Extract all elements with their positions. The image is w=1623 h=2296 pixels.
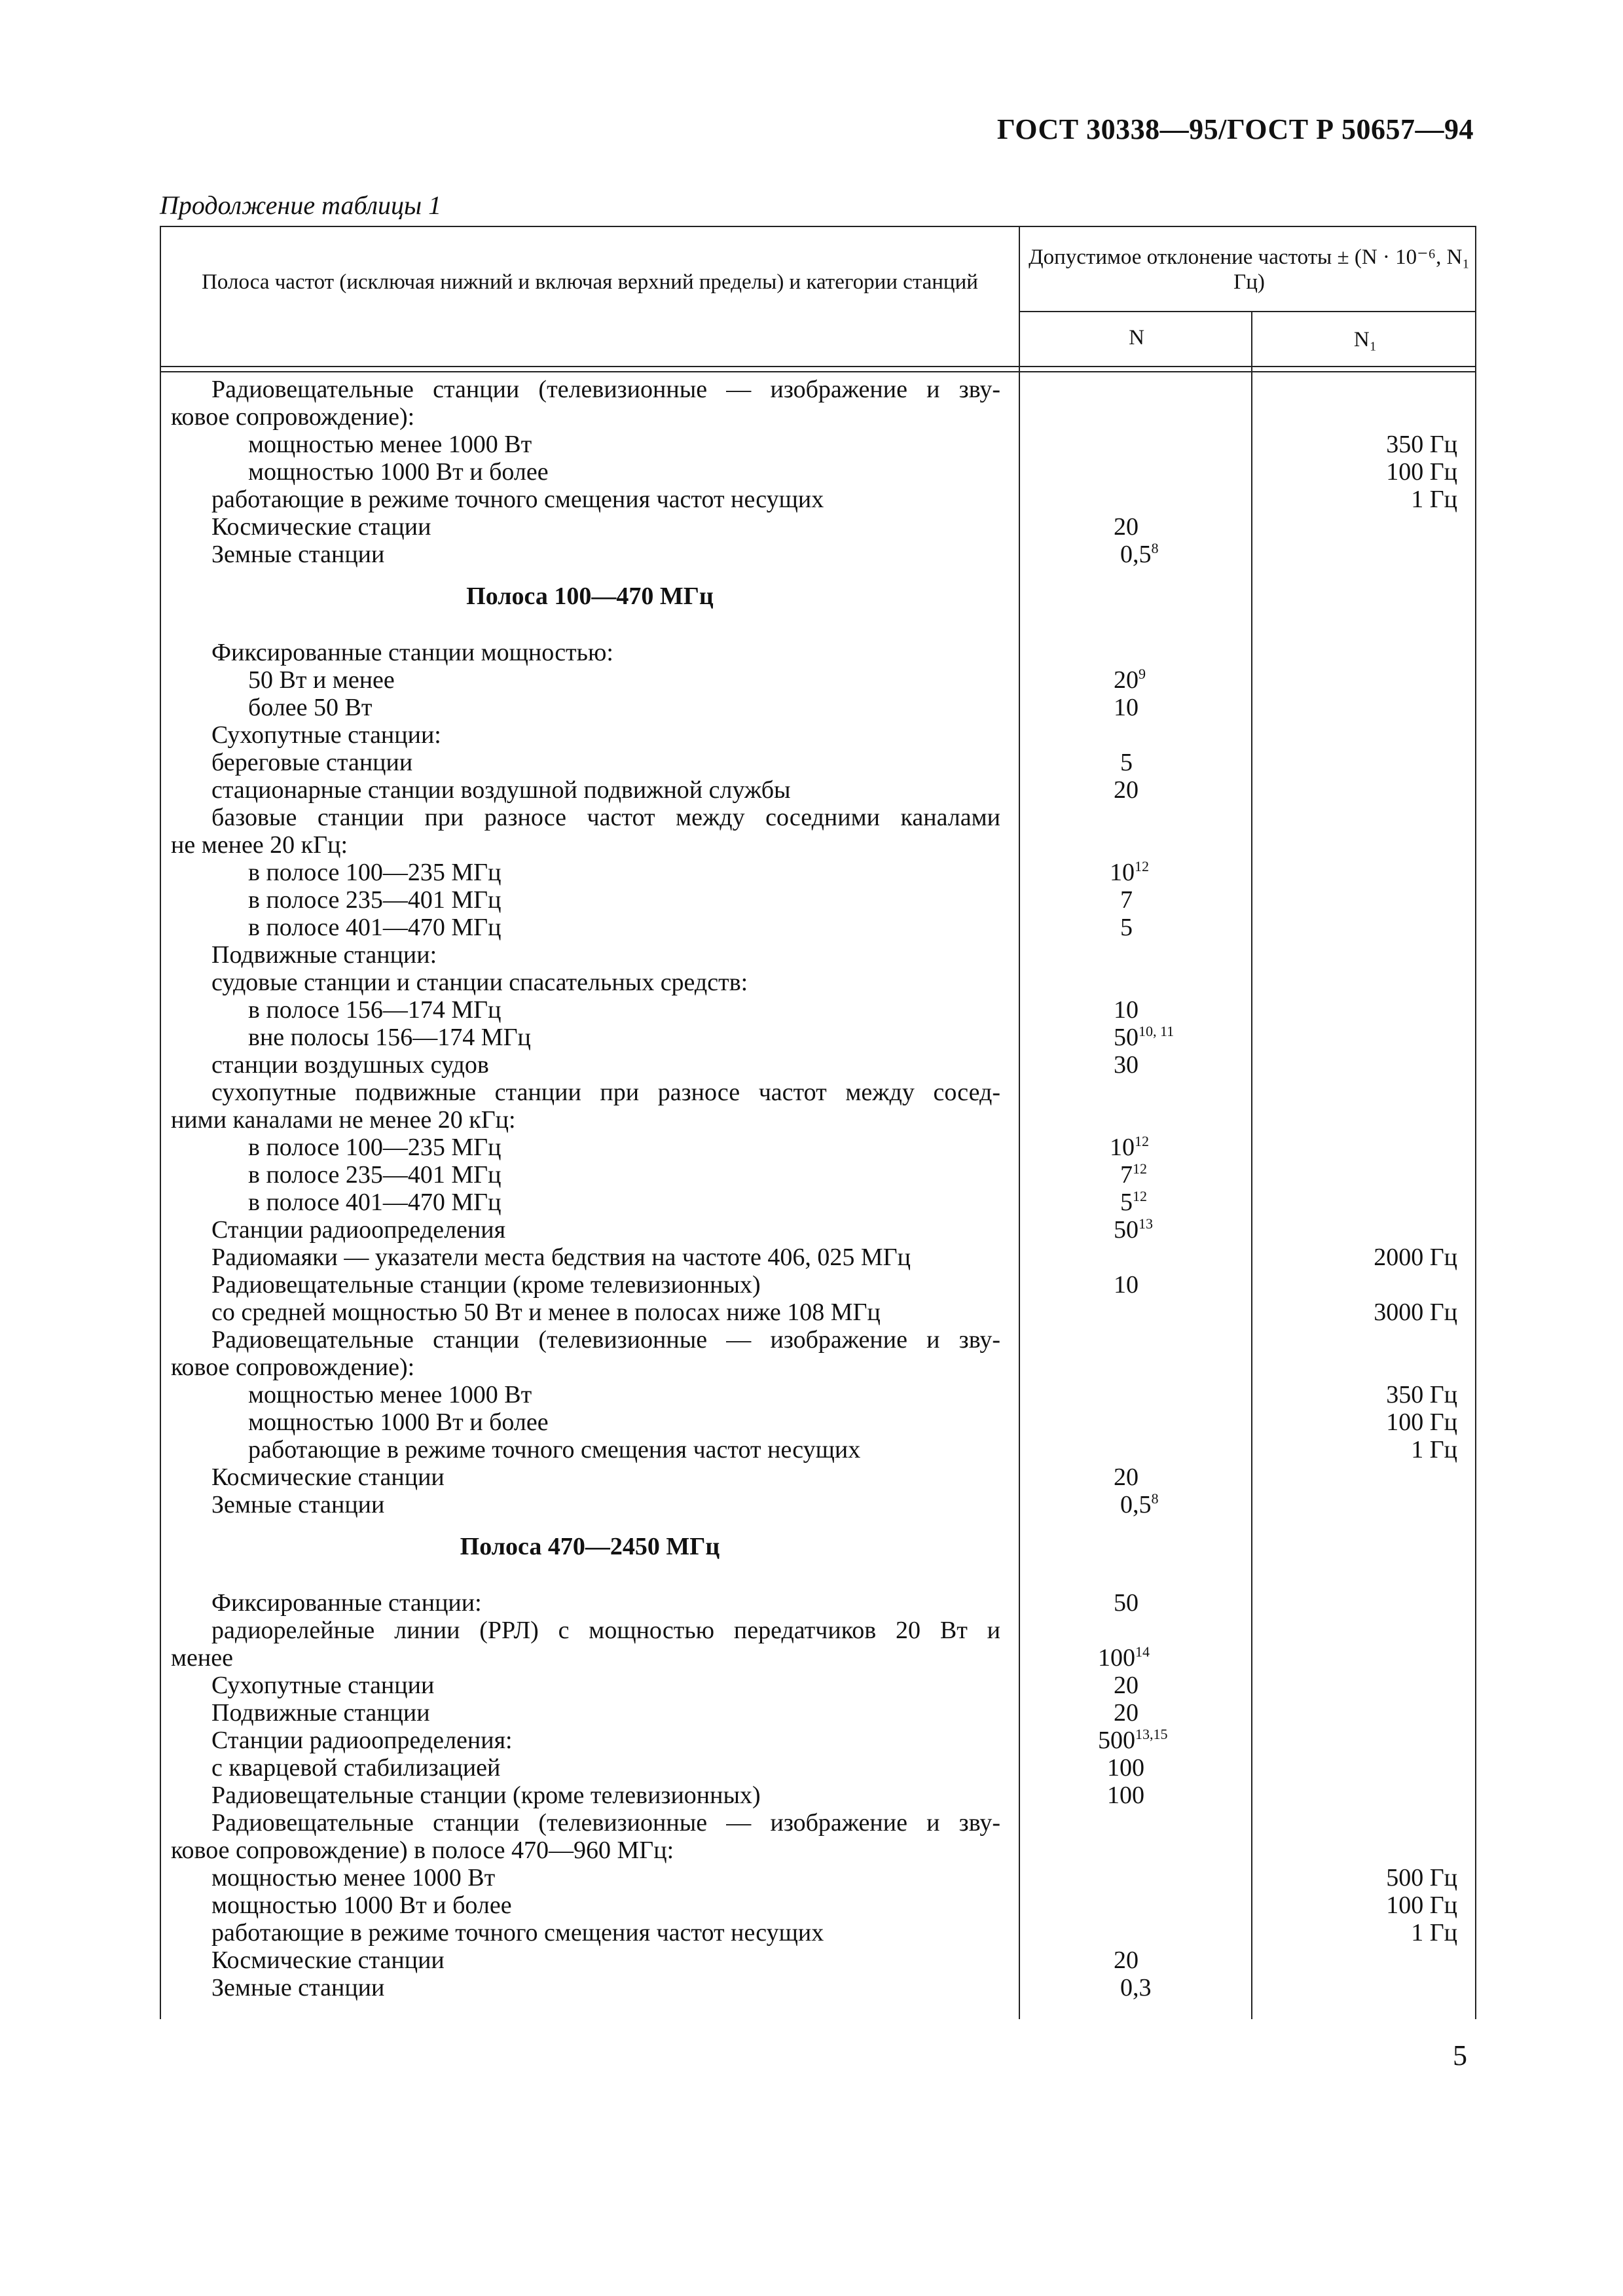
tolerance-n-number: 7	[1120, 886, 1133, 914]
band-section-title: Полоса 100—470 МГц	[466, 583, 714, 610]
tolerance-n-number: 10	[1114, 996, 1139, 1024]
station-category: Подвижные станции:	[211, 941, 437, 969]
table-row	[161, 1617, 1475, 1644]
station-category: в полосе 156—174 МГц	[248, 996, 501, 1024]
tolerance-n-value	[1022, 1754, 1336, 1782]
station-category: мощностью 1000 Вт и более	[211, 1892, 512, 1919]
station-category: с кварцевой стабилизацией	[211, 1754, 501, 1782]
table-row	[161, 1672, 1475, 1699]
station-category: в полосе 235—401 МГц	[248, 886, 501, 914]
tolerance-n-value	[1022, 1161, 1349, 1189]
tolerance-n-value	[1022, 914, 1349, 941]
tolerance-n-number: 50	[1114, 1589, 1139, 1617]
table-row	[161, 486, 1475, 513]
tolerance-n-value	[1022, 996, 1343, 1024]
tolerance-n-value	[1022, 1672, 1343, 1699]
table-row	[161, 1491, 1475, 1518]
table-row	[161, 1299, 1475, 1326]
table-row	[161, 749, 1475, 776]
station-category: радиорелейные линии (РРЛ) с мощностью передатчиков 20 Вт и	[211, 1617, 1000, 1644]
station-category: в полосе 100—235 МГц	[248, 859, 501, 886]
tolerance-n-number: 20	[1114, 666, 1139, 694]
station-category: станции воздушных судов	[211, 1051, 489, 1079]
table-row	[161, 1864, 1475, 1892]
tolerance-n-number: 0,5	[1120, 1491, 1152, 1518]
table-row	[161, 1974, 1475, 2001]
table-row	[161, 639, 1475, 666]
station-category: Земные станции	[211, 1974, 385, 2001]
tolerance-n-number: 30	[1114, 1051, 1139, 1079]
tolerance-n-value	[1022, 1589, 1343, 1617]
tolerance-n-value	[1022, 749, 1349, 776]
row-spacer	[161, 1571, 1475, 1589]
page-number: 5	[1453, 2039, 1467, 2072]
table-row	[161, 1754, 1475, 1782]
station-category: Радиовещательные станции (телевизионные — изображение и зву-	[211, 1326, 1000, 1354]
footnote-ref: 8	[1151, 1490, 1159, 1507]
table-row	[161, 1809, 1475, 1837]
table-row	[161, 1079, 1475, 1106]
tolerance-n-number: 10	[1114, 1271, 1139, 1299]
tolerance-n1-value: 500 Гц	[1386, 1864, 1457, 1892]
tolerance-n-value	[1022, 886, 1349, 914]
tolerance-n1-value: 3000 Гц	[1374, 1299, 1457, 1326]
station-category: Станции радиоопределения	[211, 1216, 506, 1244]
tolerance-n-value	[1022, 666, 1343, 694]
station-category: ковое сопровождение):	[171, 403, 415, 431]
table-row	[161, 1782, 1475, 1809]
station-category: Радиомаяки — указатели места бедствия на частоте 406, 025 МГц	[211, 1244, 911, 1271]
station-category: Станции радиоопределения:	[211, 1727, 513, 1754]
station-category: в полосе 100—235 МГц	[248, 1134, 501, 1161]
tolerance-n-value	[1022, 1699, 1343, 1727]
tolerance-n-value	[1022, 694, 1343, 721]
tolerance-n-value	[1022, 541, 1349, 568]
station-category: стационарные станции воздушной подвижной службы	[211, 776, 791, 804]
footnote-ref: 12	[1135, 1133, 1149, 1149]
tolerance-n-value	[1022, 1644, 1327, 1672]
station-category: Космические станции	[211, 1946, 445, 1974]
tolerance-n-value	[1022, 1134, 1339, 1161]
tolerance-n-value	[1022, 513, 1343, 541]
table-row	[161, 1354, 1475, 1381]
tolerance-n-value	[1022, 1189, 1349, 1216]
table-row	[161, 1134, 1475, 1161]
table-row	[161, 804, 1475, 831]
table-row	[161, 1892, 1475, 1919]
table-row	[161, 1106, 1475, 1134]
table-body	[161, 376, 1475, 2001]
header-divider	[1019, 311, 1475, 312]
tolerance-n-value	[1022, 1271, 1343, 1299]
station-category: менее	[171, 1644, 233, 1672]
band-section-row	[161, 568, 1475, 620]
table-row	[161, 403, 1475, 431]
station-category: ковое сопровождение):	[171, 1354, 415, 1381]
column-header-n: N	[1129, 326, 1144, 350]
tolerance-n-number: 100	[1098, 1644, 1135, 1672]
tolerance-n-value	[1022, 1491, 1349, 1518]
tolerance-n-value	[1022, 1974, 1349, 2001]
footnote-ref: 14	[1135, 1643, 1150, 1660]
station-category: Радиовещательные станции (кроме телевизионных)	[211, 1271, 761, 1299]
table-row	[161, 513, 1475, 541]
station-category: в полосе 401—470 МГц	[248, 1189, 501, 1216]
table-row	[161, 1837, 1475, 1864]
table-row	[161, 886, 1475, 914]
tolerance-n-value	[1022, 1463, 1343, 1491]
station-category: мощностью менее 1000 Вт	[248, 431, 532, 458]
table-row	[161, 541, 1475, 568]
table-row	[161, 1051, 1475, 1079]
tolerance-n-value	[1022, 1216, 1343, 1244]
table-row	[161, 376, 1475, 403]
column-header-band: Полоса частот (исключая нижний и включая верхний пределы) и категории станций	[202, 270, 978, 294]
band-section-row	[161, 1518, 1475, 1571]
station-category: Фиксированные станции:	[211, 1589, 482, 1617]
frequency-tolerance-table	[160, 226, 1476, 2019]
tolerance-n-value	[1022, 1051, 1343, 1079]
table-row	[161, 969, 1475, 996]
table-row	[161, 1727, 1475, 1754]
station-category: 50 Вт и менее	[248, 666, 395, 694]
tolerance-n1-value: 100 Гц	[1386, 458, 1457, 486]
table-row	[161, 831, 1475, 859]
station-category: Подвижные станции	[211, 1699, 430, 1727]
station-category: Космические стации	[211, 513, 431, 541]
table-row	[161, 1644, 1475, 1672]
footnote-ref: 12	[1133, 1160, 1147, 1177]
tolerance-n-number: 20	[1114, 776, 1139, 804]
table-row	[161, 776, 1475, 804]
tolerance-n-number: 100	[1107, 1754, 1144, 1782]
band-section-title: Полоса 470—2450 МГц	[460, 1533, 720, 1560]
tolerance-n-number: 10	[1110, 1134, 1135, 1161]
table-row	[161, 431, 1475, 458]
footnote-ref: 12	[1133, 1188, 1147, 1204]
footnote-ref: 10, 11	[1139, 1023, 1175, 1039]
tolerance-n1-value: 350 Гц	[1386, 431, 1457, 458]
tolerance-n-number: 20	[1114, 513, 1139, 541]
station-category: мощностью 1000 Вт и более	[248, 458, 549, 486]
footnote-ref: 12	[1135, 858, 1149, 874]
tolerance-n-number: 10	[1114, 694, 1139, 721]
table-row	[161, 941, 1475, 969]
table-row	[161, 694, 1475, 721]
table-row	[161, 1381, 1475, 1408]
station-category: Радиовещательные станции (телевизионные — изображение и зву-	[211, 1809, 1000, 1837]
tolerance-n-number: 0,3	[1120, 1974, 1152, 2001]
tolerance-n-number: 5	[1120, 1189, 1133, 1216]
tolerance-n1-value: 2000 Гц	[1374, 1244, 1457, 1271]
station-category: Земные станции	[211, 1491, 385, 1518]
table-row	[161, 1699, 1475, 1727]
tolerance-n1-value: 350 Гц	[1386, 1381, 1457, 1408]
table-row	[161, 914, 1475, 941]
table-row	[161, 1161, 1475, 1189]
tolerance-n-number: 10	[1110, 859, 1135, 886]
tolerance-n-number: 50	[1114, 1024, 1139, 1051]
station-category: работающие в режиме точного смещения частот несущих	[211, 1919, 824, 1946]
tolerance-n1-value: 1 Гц	[1411, 1436, 1457, 1463]
station-category: Фиксированные станции мощностью:	[211, 639, 613, 666]
tolerance-n-number: 20	[1114, 1699, 1139, 1727]
station-category: со средней мощностью 50 Вт и менее в полосах ниже 108 МГц	[211, 1299, 881, 1326]
tolerance-n-number: 100	[1107, 1782, 1144, 1809]
station-category: работающие в режиме точного смещения частот несущих	[248, 1436, 861, 1463]
station-category: судовые станции и станции спасательных средств:	[211, 969, 748, 996]
tolerance-n1-value: 1 Гц	[1411, 1919, 1457, 1946]
tolerance-n-value	[1022, 1782, 1336, 1809]
tolerance-n-value	[1022, 859, 1339, 886]
station-category: не менее 20 кГц:	[171, 831, 348, 859]
table-row	[161, 1436, 1475, 1463]
station-category: сухопутные подвижные станции при разносе частот между сосед-	[211, 1079, 1000, 1106]
station-category: Радиовещательные станции (телевизионные — изображение и зву-	[211, 376, 1000, 403]
station-category: Земные станции	[211, 541, 385, 568]
tolerance-n-number: 50	[1114, 1216, 1139, 1244]
table-row	[161, 1463, 1475, 1491]
tolerance-n-value	[1022, 1727, 1327, 1754]
tolerance-n-value	[1022, 1024, 1343, 1051]
table-row	[161, 996, 1475, 1024]
table-row	[161, 1408, 1475, 1436]
column-header-n1: N₁	[1353, 328, 1377, 351]
tolerance-n-number: 500	[1098, 1727, 1135, 1754]
station-category: базовые станции при разносе частот между соседними каналами	[211, 804, 1000, 831]
station-category: мощностью 1000 Вт и более	[248, 1408, 549, 1436]
tolerance-n1-value: 1 Гц	[1411, 486, 1457, 513]
header-rule	[161, 371, 1475, 372]
table-row	[161, 1216, 1475, 1244]
footnote-ref: 13,15	[1135, 1726, 1168, 1742]
table-row	[161, 1271, 1475, 1299]
tolerance-n-number: 5	[1120, 749, 1133, 776]
column-header-tolerance: Допустимое отклонение частоты ± (N · 10⁻⁶, N₁ Гц)	[1029, 245, 1470, 294]
tolerance-n-number: 20	[1114, 1946, 1139, 1974]
station-category: ковое сопровождение) в полосе 470—960 МГц:	[171, 1837, 674, 1864]
tolerance-n-number: 7	[1120, 1161, 1133, 1189]
station-category: Космические станции	[211, 1463, 445, 1491]
table-row	[161, 1244, 1475, 1271]
tolerance-n-number: 5	[1120, 914, 1133, 941]
tolerance-n-number: 20	[1114, 1672, 1139, 1699]
table-row	[161, 458, 1475, 486]
table-caption: Продолжение таблицы 1	[160, 190, 442, 220]
tolerance-n1-value: 100 Гц	[1386, 1408, 1457, 1436]
station-category: ними каналами не менее 20 кГц:	[171, 1106, 516, 1134]
tolerance-n-number: 20	[1114, 1463, 1139, 1491]
station-category: вне полосы 156—174 МГц	[248, 1024, 531, 1051]
station-category: Сухопутные станции:	[211, 721, 441, 749]
table-row	[161, 721, 1475, 749]
station-category: более 50 Вт	[248, 694, 373, 721]
station-category: мощностью менее 1000 Вт	[211, 1864, 496, 1892]
tolerance-n-value	[1022, 776, 1343, 804]
tolerance-n1-value: 100 Гц	[1386, 1892, 1457, 1919]
tolerance-n-value	[1022, 1946, 1343, 1974]
row-spacer	[161, 620, 1475, 639]
footnote-ref: 9	[1139, 666, 1146, 682]
table-row	[161, 859, 1475, 886]
header-rule	[161, 366, 1475, 367]
station-category: береговые станции	[211, 749, 413, 776]
document-header: ГОСТ 30338—95/ГОСТ Р 50657—94	[996, 113, 1474, 145]
station-category: в полосе 401—470 МГц	[248, 914, 501, 941]
table-row	[161, 1589, 1475, 1617]
station-category: Сухопутные станции	[211, 1672, 435, 1699]
table-row	[161, 1326, 1475, 1354]
table-row	[161, 1189, 1475, 1216]
table-row	[161, 666, 1475, 694]
station-category: работающие в режиме точного смещения частот несущих	[211, 486, 824, 513]
station-category: мощностью менее 1000 Вт	[248, 1381, 532, 1408]
station-category: в полосе 235—401 МГц	[248, 1161, 501, 1189]
table-row	[161, 1919, 1475, 1946]
station-category: Радиовещательные станции (кроме телевизионных)	[211, 1782, 761, 1809]
footnote-ref: 13	[1139, 1215, 1153, 1232]
footnote-ref: 8	[1151, 540, 1159, 556]
tolerance-n-number: 0,5	[1120, 541, 1152, 568]
table-row	[161, 1024, 1475, 1051]
table-row	[161, 1946, 1475, 1974]
